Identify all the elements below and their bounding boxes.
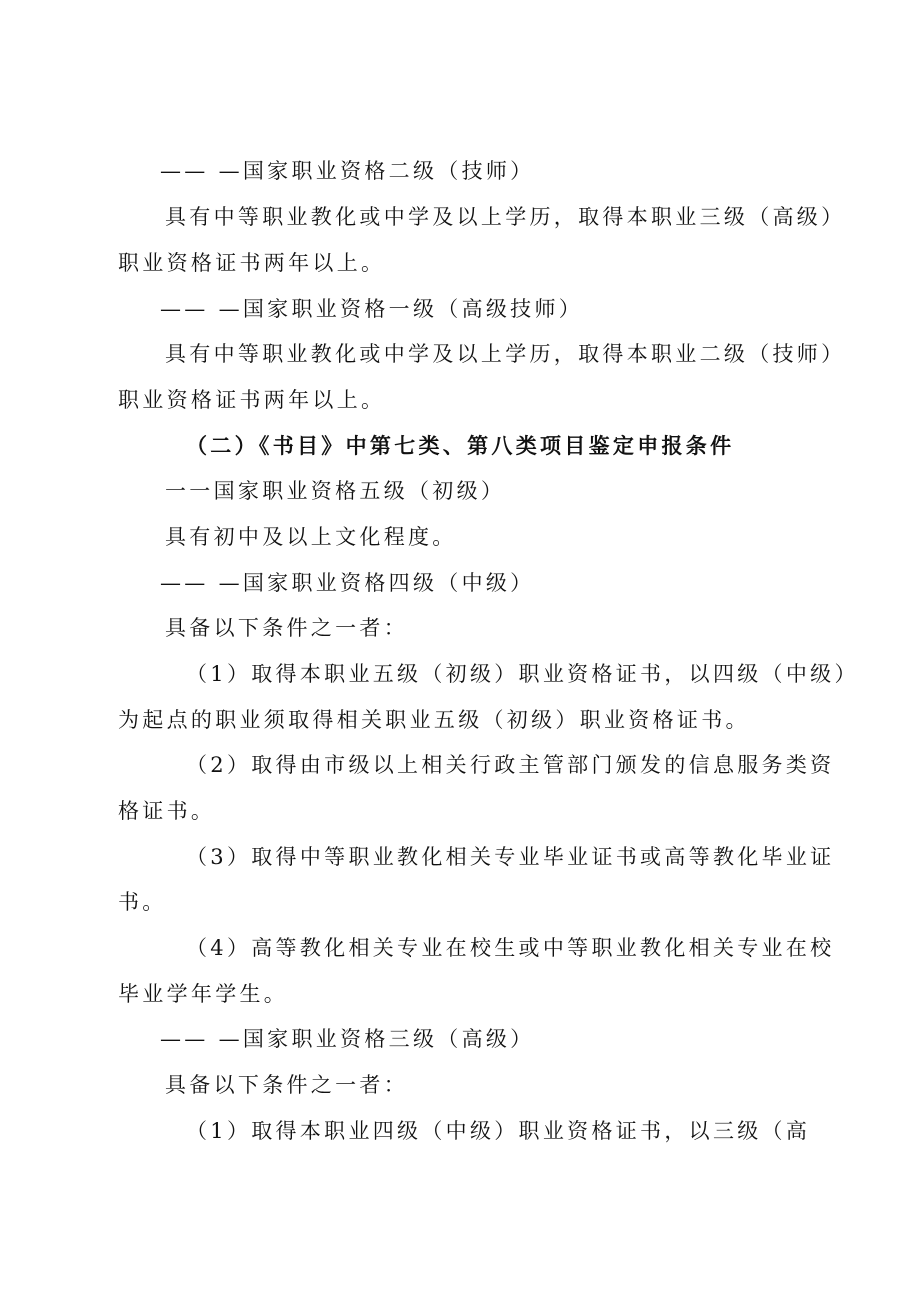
paragraph-line: 职业资格证书两年以上。 (118, 251, 386, 275)
section-heading-level3: —— —国家职业资格三级（高级） (160, 1027, 535, 1051)
section-heading-level1: —— —国家职业资格一级（高级技师） (160, 297, 584, 321)
list-item-line: （2）取得由市级以上相关行政主管部门颁发的信息服务类资 (186, 753, 835, 777)
list-item-line: （3）取得中等职业教化相关专业毕业证书或高等教化毕业证 (186, 845, 835, 869)
list-item-line: 毕业学年学生。 (118, 982, 289, 1006)
list-item-line: （1）取得本职业四级（中级）职业资格证书，以三级（高 (186, 1119, 811, 1143)
paragraph-line: 具有中等职业教化或中学及以上学历，取得本职业二级（技师） (165, 342, 846, 366)
list-item-line: （4）高等教化相关专业在校生或中等职业教化相关专业在校 (186, 936, 835, 960)
list-item-line: 书。 (118, 890, 167, 914)
paragraph-line: 具有初中及以上文化程度。 (165, 525, 457, 549)
list-item-line: （1）取得本职业五级（初级）职业资格证书，以四级（中级） (186, 662, 859, 686)
list-item-line: 格证书。 (118, 799, 216, 823)
list-item-line: 为起点的职业须取得相关职业五级（初级）职业资格证书。 (118, 708, 750, 732)
section-heading-level5: 一一国家职业资格五级（初级） (165, 479, 506, 503)
paragraph-line: 具备以下条件之一者： (165, 1073, 408, 1097)
paragraph-line: 职业资格证书两年以上。 (118, 388, 386, 412)
paragraph-line: 具有中等职业教化或中学及以上学历，取得本职业三级（高级） (165, 205, 846, 229)
paragraph-line: 具备以下条件之一者： (165, 616, 408, 640)
section-heading-level2: —— —国家职业资格二级（技师） (160, 159, 535, 183)
section-heading-level4: —— —国家职业资格四级（中级） (160, 571, 535, 595)
subsection-title: （二）《书目》中第七类、第八类项目鉴定申报条件 (186, 433, 735, 458)
